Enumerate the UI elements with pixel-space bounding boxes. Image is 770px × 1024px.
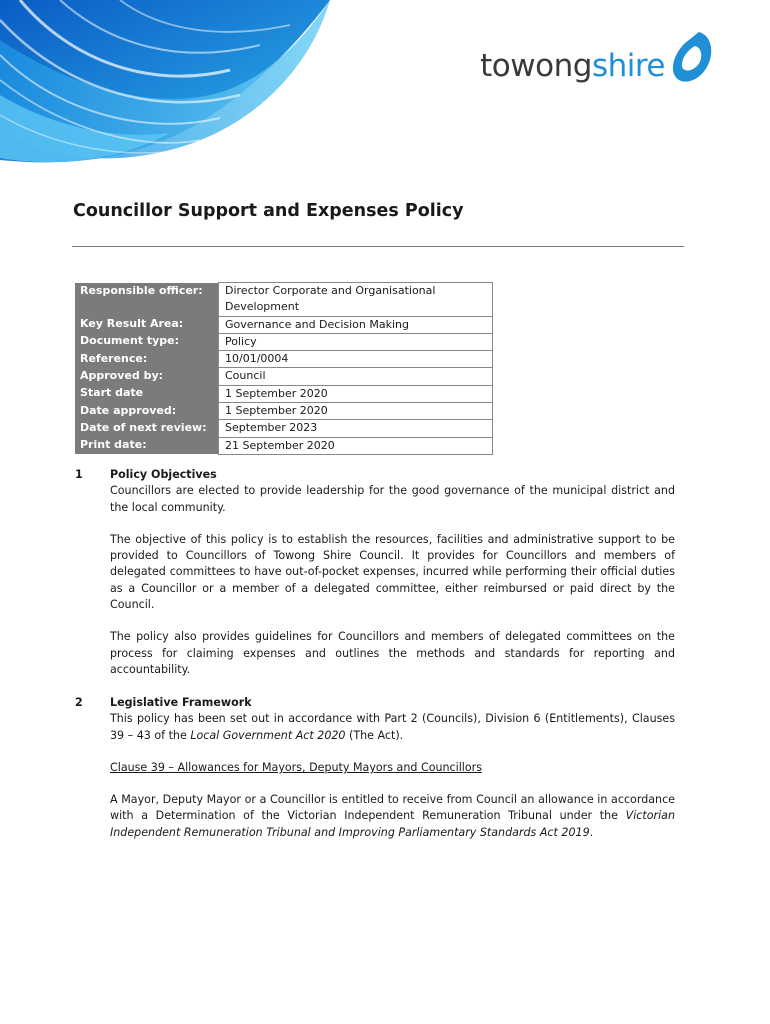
document-metadata-table [75, 282, 493, 455]
table-row [75, 385, 493, 402]
meta-value: Policy [219, 333, 493, 350]
meta-value: 1 September 2020 [219, 385, 493, 402]
meta-label: Print date: [75, 437, 219, 454]
table-row [75, 420, 493, 437]
meta-value: 10/01/0004 [219, 351, 493, 368]
meta-label: Responsible officer: [75, 283, 219, 317]
meta-value: Governance and Decision Making [219, 316, 493, 333]
meta-value: 21 September 2020 [219, 437, 493, 454]
paragraph: This policy has been set out in accordance with Part 2 (Councils), Division 6 (Entitlements), Clauses 39 – 43 of the Local Government Act 2020 (The Act). [110, 712, 675, 742]
document-title: Councillor Support and Expenses Policy [73, 201, 464, 221]
paragraph: The objective of this policy is to establish the resources, facilities and administrative support to be provided to Councillors of Towong Shire Council. It provides for Councillors and members of delegated committees to have out-of-pocket expenses, incurred while performing their official duties as a Councillor or a member of a delegated committee, either reimbursed or paid direct by the Council. [110, 532, 675, 612]
meta-value: Council [219, 368, 493, 385]
meta-label: Start date [75, 385, 219, 402]
paragraph: A Mayor, Deputy Mayor or a Councillor is entitled to receive from Council an allowance in accordance with a Determination of the Victorian Independent Remuneration Tribunal under the Victorian Independent Remuneration Tribunal and Improving Parliamentary Standards Act 2019. [110, 793, 675, 839]
meta-label: Reference: [75, 351, 219, 368]
table-row [75, 316, 493, 333]
section-policy-objectives [75, 467, 675, 694]
table-row [75, 368, 493, 385]
table-row [75, 437, 493, 454]
table-row [75, 351, 493, 368]
towong-shire-logo [480, 28, 715, 86]
act-title: Victorian Independent Remuneration Tribunal and Improving Parliamentary Standards Act 2019 [110, 809, 675, 839]
meta-value: Director Corporate and Organisational Development [219, 283, 493, 317]
section-heading: Policy Objectives [110, 468, 217, 481]
section-heading: Legislative Framework [110, 696, 252, 709]
logo-wordmark: towongshire [480, 48, 665, 84]
paragraph: Councillors are elected to provide leadership for the good governance of the municipal district and the local community. [110, 484, 675, 514]
meta-value: 1 September 2020 [219, 403, 493, 420]
meta-label: Date of next review: [75, 420, 219, 437]
logo-ring-icon [669, 28, 715, 86]
section-number: 2 [75, 696, 83, 709]
meta-label: Date approved: [75, 403, 219, 420]
meta-value: September 2023 [219, 420, 493, 437]
title-divider [72, 246, 684, 247]
table-row [75, 403, 493, 420]
act-title: Local Government Act 2020 [190, 728, 346, 742]
paragraph: The policy also provides guidelines for Councillors and members of delegated committees on the process for claiming expenses and outlines the methods and standards for reporting and accountability. [110, 630, 675, 676]
table-row [75, 283, 493, 317]
section-legislative-framework [75, 695, 675, 857]
meta-label: Key Result Area: [75, 316, 219, 333]
clause-heading: Clause 39 – Allowances for Mayors, Deputy Mayors and Councillors [110, 760, 483, 774]
table-row [75, 333, 493, 350]
header-swoosh-graphic [0, 0, 340, 190]
section-number: 1 [75, 468, 83, 481]
meta-label: Approved by: [75, 368, 219, 385]
meta-label: Document type: [75, 333, 219, 350]
